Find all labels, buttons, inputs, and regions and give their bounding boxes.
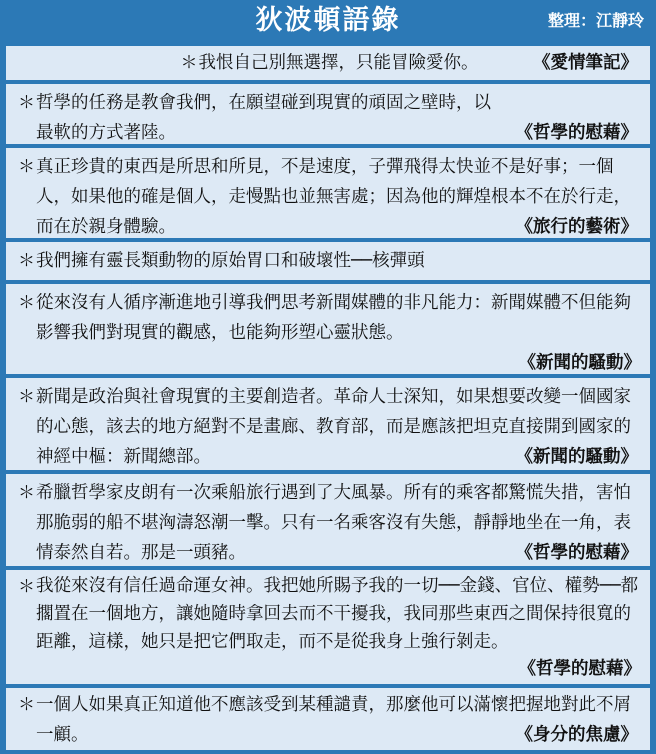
quote-row bbox=[18, 382, 641, 472]
quote-row bbox=[18, 572, 641, 682]
page-title: 狄波頓語錄 bbox=[255, 5, 401, 36]
quote-row bbox=[18, 152, 641, 242]
quote-source: 《愛情筆記》 bbox=[533, 53, 638, 73]
quote-row bbox=[18, 690, 641, 750]
quote-text: 我們擁有靈長類動物的原始胃口和破壞性──核彈頭 bbox=[36, 251, 425, 271]
quote-row bbox=[18, 88, 641, 148]
quote-source: 《新聞的騷動》 bbox=[515, 447, 638, 467]
quote-source: 《新聞的騷動》 bbox=[518, 353, 641, 373]
quote-text: 哲學的任務是教會我們，在願望碰到現實的頑固之壁時，以最軟的方式著陸。 bbox=[36, 93, 491, 143]
bullet-icon: ＊ bbox=[18, 695, 35, 715]
quote-box bbox=[6, 688, 650, 750]
quote-text: 新聞是政治與社會現實的主要創造者。革命人士深知，如果想要改變一個國家的心態，該去的地方絕對不是畫廊、教育部，而是應該把坦克直接開到國家的神經中樞：新聞總部。 bbox=[36, 387, 631, 467]
quote-source: 《哲學的慰藉》 bbox=[515, 543, 638, 563]
bullet-icon: ＊ bbox=[18, 251, 35, 271]
quote-text: 我恨自己別無選擇，只能冒險愛你。 bbox=[198, 53, 479, 73]
quote-box bbox=[6, 570, 650, 684]
quote-box bbox=[6, 46, 650, 80]
editor-credit: 整理：江靜玲 bbox=[547, 11, 644, 30]
quote-source: 《哲學的慰藉》 bbox=[518, 659, 641, 679]
bullet-icon: ＊ bbox=[18, 577, 35, 597]
quote-text: 一個人如果真正知道他不應該受到某種譴責，那麼他可以滿懷把握地對此不屑一顧。 bbox=[36, 695, 631, 745]
quote-row bbox=[18, 478, 641, 568]
quote-box bbox=[6, 242, 650, 280]
quote-box bbox=[6, 378, 650, 470]
quote-text: 希臘哲學家皮朗有一次乘船旅行遇到了大風暴。所有的乘客都驚慌失措，害怕那脆弱的船不堪洶濤怒潮一擊。只有一名乘客沒有失態，靜靜地坐在一角，表情泰然自若。那是一頭豬。 bbox=[36, 483, 631, 563]
quote-text: 真正珍貴的東西是所思和所見，不是速度，子彈飛得太快並不是好事；一個人，如果他的確是個人，走慢點也並無害處；因為他的輝煌根本不在於行走，而在於親身體驗。 bbox=[36, 157, 631, 237]
quote-row bbox=[18, 246, 641, 276]
bullet-icon: ＊ bbox=[180, 53, 198, 73]
quote-box bbox=[6, 148, 650, 238]
quote-row bbox=[18, 288, 641, 378]
quote-text: 從來沒有人循序漸進地引導我們思考新聞媒體的非凡能力：新聞媒體不但能夠影響我們對現實的觀感，也能夠形塑心靈狀態。 bbox=[36, 293, 631, 343]
quote-box bbox=[6, 474, 650, 566]
quote-row bbox=[18, 48, 641, 78]
bullet-icon: ＊ bbox=[18, 157, 35, 177]
quote-source: 《旅行的藝術》 bbox=[515, 217, 638, 237]
quote-box bbox=[6, 284, 650, 374]
quote-box bbox=[6, 84, 650, 144]
bullet-icon: ＊ bbox=[18, 93, 35, 113]
bullet-icon: ＊ bbox=[18, 387, 35, 407]
quote-text: 我從來沒有信任過命運女神。我把她所賜予我的一切──金錢、官位、權勢──都擱置在一個地方，讓她隨時拿回去而不干擾我，我同那些東西之間保持很寬的距離，這樣，她只是把它們取走，而不是從我身上強行剝走。 bbox=[36, 576, 639, 652]
bullet-icon: ＊ bbox=[18, 293, 35, 313]
bullet-icon: ＊ bbox=[18, 483, 35, 503]
quote-source: 《身分的焦慮》 bbox=[515, 725, 638, 745]
header-bar bbox=[0, 0, 656, 44]
quote-source: 《哲學的慰藉》 bbox=[515, 123, 638, 143]
